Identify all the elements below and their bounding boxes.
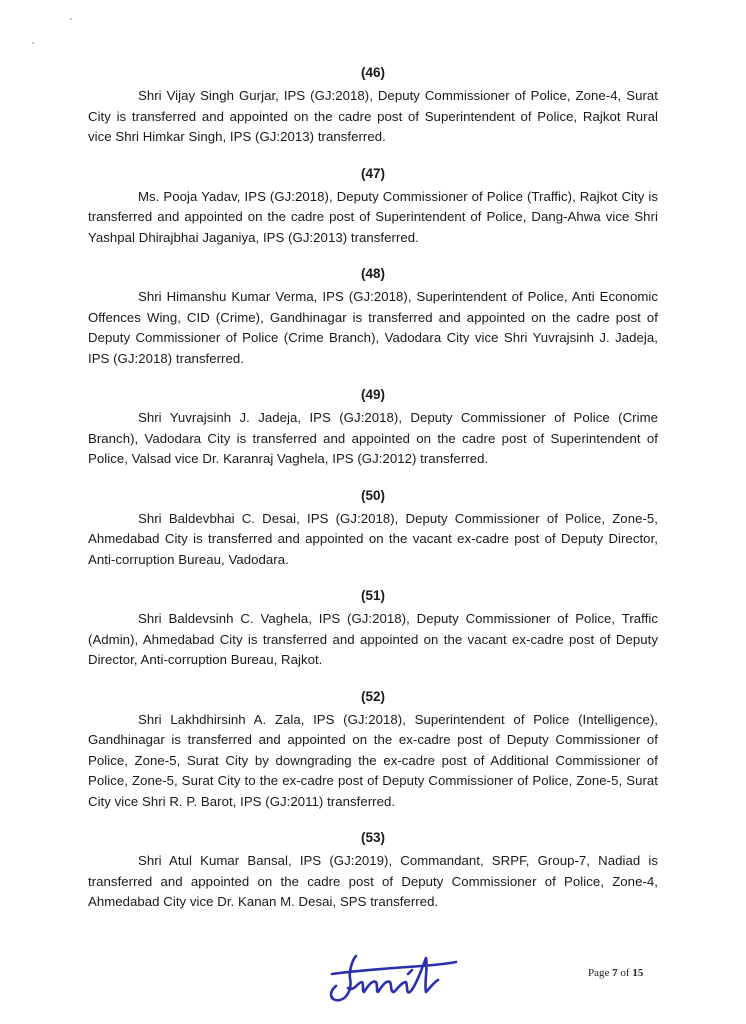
order-text: Shri Baldevbhai C. Desai, IPS (GJ:2018), Deputy Commissioner of Police, Zone-5, Ahmedabad City is transferred and appointed on the vacant ex-cadre post of Deputy Director, Anti-corruption Bureau, Vadodara. bbox=[88, 510, 658, 567]
order-number: (49) bbox=[360, 387, 385, 402]
order-text: Shri Yuvrajsinh J. Jadeja, IPS (GJ:2018), Deputy Commissioner of Police (Crime Branch), Vadodara City is transferred and appointed on the cadre post of Superintendent of Police, Valsad vice Dr. Karanraj Vaghela, IPS (GJ:2012) transferred. bbox=[88, 410, 658, 466]
orders-list bbox=[88, 64, 658, 930]
order-number: (50) bbox=[360, 487, 385, 503]
scan-speck bbox=[70, 18, 72, 20]
order-text: Ms. Pooja Yadav, IPS (GJ:2018), Deputy Commissioner of Police (Traffic), Rajkot City is transferred and appointed on the cadre post of Superintendent of Police, Dang-Ahwa vice Shri Yashpal Dhirajbhai Jaganiya, IPS (GJ:2013) transferred. bbox=[88, 188, 658, 245]
order-number: (47) bbox=[360, 165, 385, 181]
order-text: Shri Atul Kumar Bansal, IPS (GJ:2019), Commandant, SRPF, Group-7, Nadiad is transferred and appointed on the cadre post of Deputy Commissioner of Police, Zone-4, Ahmedabad City vice Dr. Kanan M. Desai, SPS transferred. bbox=[88, 853, 658, 909]
order-item bbox=[88, 587, 658, 671]
page-current: 7 bbox=[612, 967, 618, 979]
order-number: (46) bbox=[360, 65, 385, 80]
order-item bbox=[88, 165, 658, 249]
order-item bbox=[88, 386, 658, 470]
order-number: (51) bbox=[360, 588, 385, 603]
order-text: Shri Baldevsinh C. Vaghela, IPS (GJ:2018), Deputy Commissioner of Police, Traffic (Admin), Ahmedabad City is transferred and appointed on the vacant ex-cadre post of Deputy Director, Anti-corruption Bureau, Rajkot. bbox=[88, 611, 658, 667]
order-number: (52) bbox=[360, 688, 385, 704]
page-number bbox=[588, 967, 643, 979]
page-total: 15 bbox=[632, 967, 644, 979]
order-number: (48) bbox=[360, 266, 385, 281]
order-item bbox=[88, 688, 658, 813]
handwritten-signature bbox=[322, 948, 472, 1008]
order-text: Shri Lakhdhirsinh A. Zala, IPS (GJ:2018), Superintendent of Police (Intelligence), Gandhinagar is transferred and appointed on the ex-cadre post of Deputy Commissioner of Police, Zone-5, Surat City by downgrading the ex-cadre post of Additional Commissioner of Police, Zone-5, Surat City to the ex-cadre post of Deputy Commissioner of Police, Zone-5, Surat City vice Shri R. P. Barot, IPS (GJ:2011) transferred. bbox=[88, 711, 658, 809]
order-item bbox=[88, 265, 658, 369]
scan-speck bbox=[32, 42, 34, 44]
order-text: Shri Vijay Singh Gurjar, IPS (GJ:2018), Deputy Commissioner of Police, Zone-4, Surat City is transferred and appointed on the cadre post of Superintendent of Police, Rajkot Rural vice Shri Himkar Singh, IPS (GJ:2013) transferred. bbox=[88, 88, 658, 144]
signature-icon bbox=[322, 948, 472, 1008]
order-text: Shri Himanshu Kumar Verma, IPS (GJ:2018), Superintendent of Police, Anti Economic Offences Wing, CID (Crime), Gandhinagar is transferred and appointed on the cadre post of Deputy Commissioner of Police (Crime Branch), Vadodara City vice Shri Yuvrajsinh J. Jadeja, IPS (GJ:2018) transferred. bbox=[88, 289, 658, 366]
order-item bbox=[88, 829, 658, 913]
order-item bbox=[88, 64, 658, 148]
order-number: (53) bbox=[360, 830, 385, 845]
order-item bbox=[88, 487, 658, 571]
page-of: of bbox=[620, 967, 630, 979]
page-word: Page bbox=[588, 967, 610, 979]
